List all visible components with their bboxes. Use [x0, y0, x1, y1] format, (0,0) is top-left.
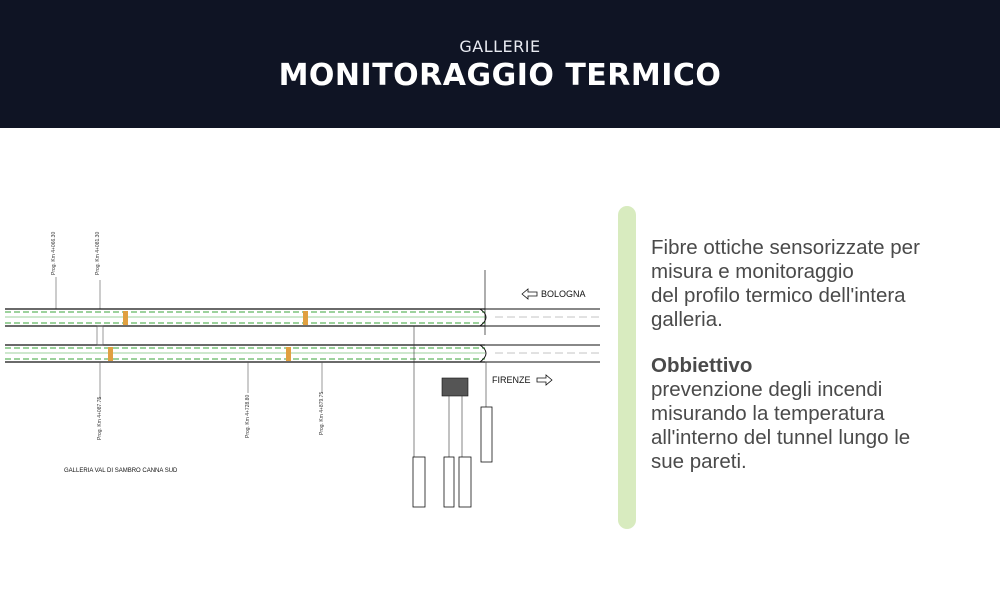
info-text-block [651, 236, 991, 474]
tunnel-schematic-svg [0, 225, 610, 515]
equipment-tag [413, 457, 425, 507]
tunnel-schematic [0, 225, 610, 515]
equipment-tag [459, 457, 471, 507]
chainage-label: Prog. Km 4+081.30 [95, 231, 101, 275]
equipment-tag [481, 407, 492, 462]
objective-title: Obbiettivo [651, 354, 753, 377]
description-text: Fibre ottiche sensorizzate per misura e monitoraggio del profilo termico dell'intera galleria. [651, 236, 920, 331]
chainage-label: Prog. Km 4+728.80 [245, 394, 251, 438]
sensor-marker [123, 311, 128, 325]
header-banner [0, 0, 1000, 128]
direction-firenze: FIRENZE [492, 375, 531, 385]
objective-text: prevenzione degli incendi misurando la temperatura all'interno del tunnel lungo le sue pareti. [651, 378, 911, 473]
sensor-marker [303, 311, 308, 325]
arrow-right-icon [537, 375, 552, 385]
equipment-tag [444, 457, 454, 507]
chainage-label: Prog. Km 4+066.30 [51, 231, 57, 275]
gallery-name: GALLERIA VAL DI SAMBRO CANNA SUD [64, 468, 178, 474]
section-subtitle: GALLERIE [459, 37, 541, 56]
chainage-label: Prog. Km 4+087.75 [97, 396, 103, 440]
sensor-marker [286, 347, 291, 361]
page-title: MONITORAGGIO TERMICO [278, 58, 722, 93]
chainage-label: Prog. Km 4+879.75 [319, 391, 325, 435]
arrow-left-icon [522, 289, 537, 299]
sensor-marker [108, 347, 113, 361]
tunnel-top [5, 309, 600, 326]
tunnel-bottom [5, 345, 600, 362]
cross-passage [97, 326, 103, 345]
accent-bar [618, 206, 636, 529]
direction-bologna: BOLOGNA [541, 289, 586, 299]
equipment-cabinet [442, 378, 468, 396]
